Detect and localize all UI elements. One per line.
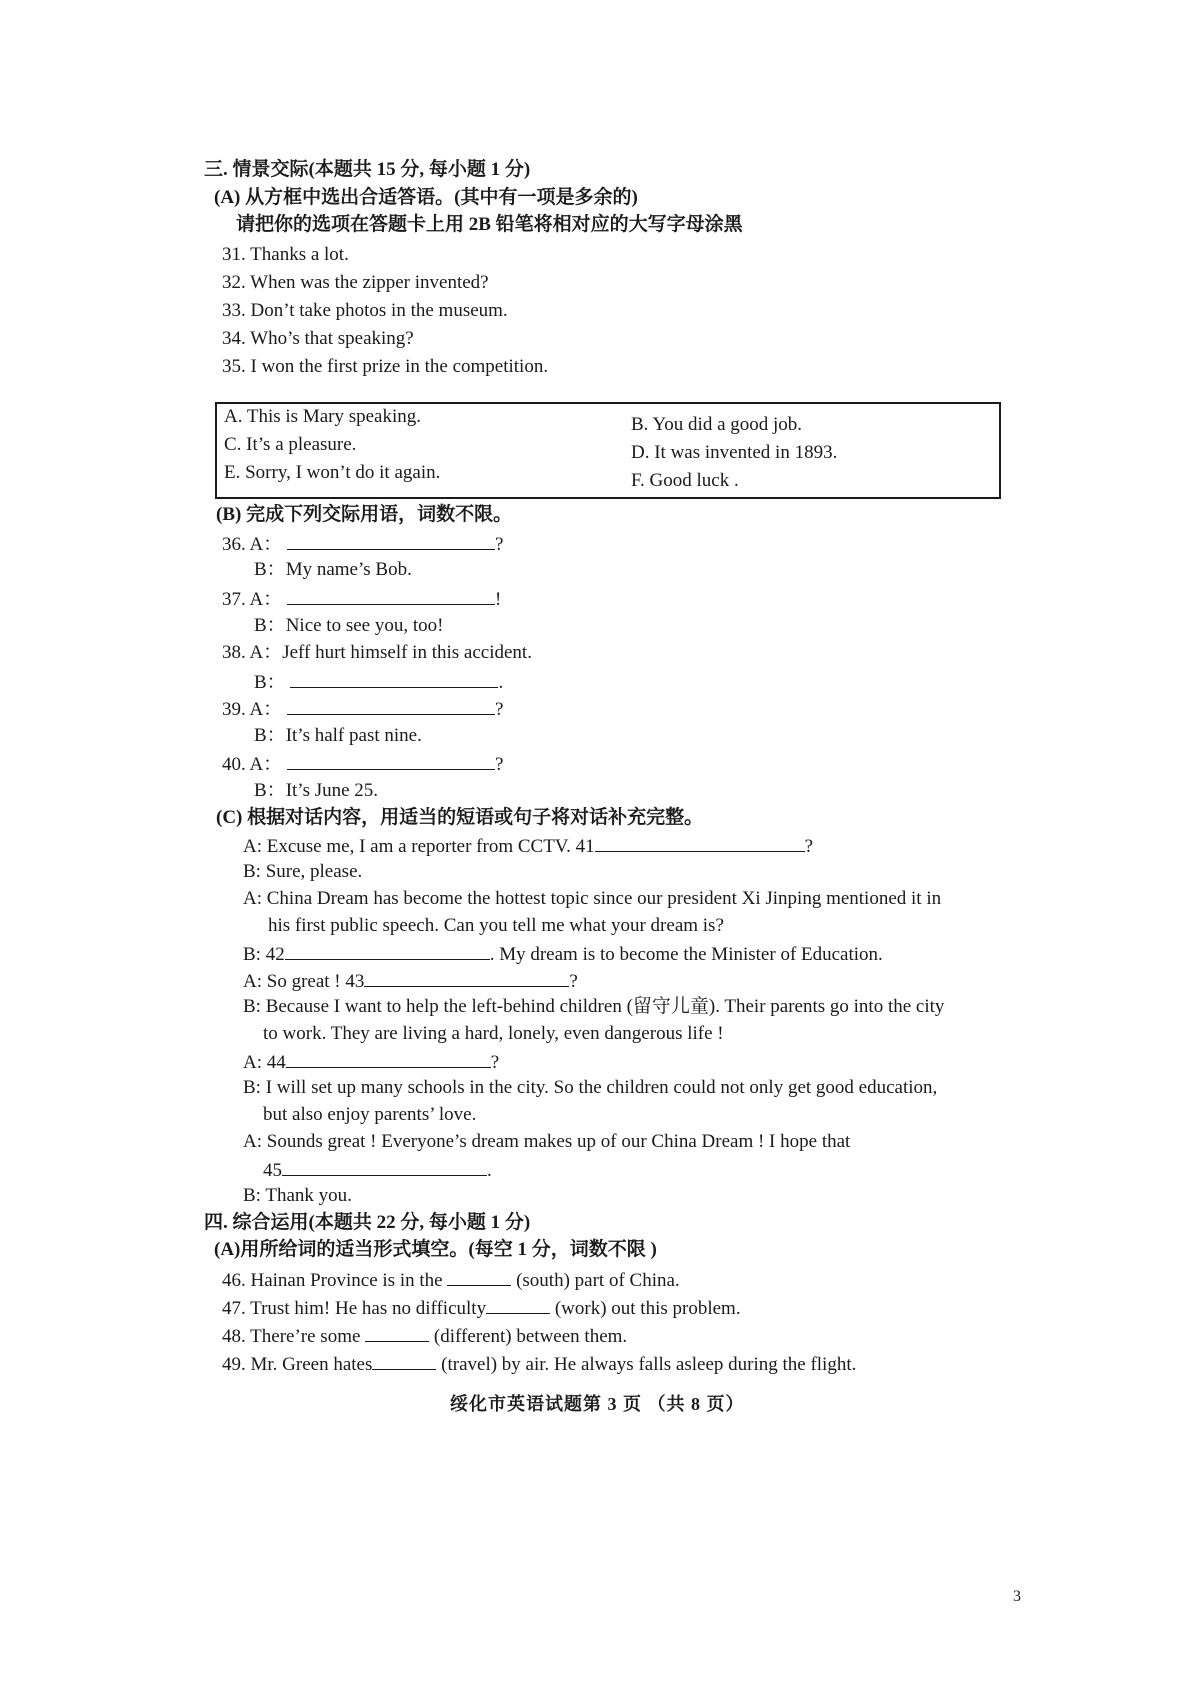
partB-heading: (B) 完成下列交际用语，词数不限。 (216, 504, 513, 525)
page-footer: 绥化市英语试题第 3 页 （共 8 页） (450, 1394, 745, 1414)
dialogue-text: . (487, 1160, 492, 1181)
dialog-37-a-prefix: 37. A： (222, 589, 283, 610)
dialogue-text: A: So great ! 43 (243, 971, 365, 992)
dialog-39-a-end: ? (494, 699, 504, 720)
dialog-39-a-prefix: 39. A： (222, 699, 283, 720)
dialog-37-a (222, 586, 501, 612)
dialogue-text: A: Excuse me, I am a reporter from CCTV. 41 (243, 836, 595, 857)
dialog-39-b-prefix: B： (254, 725, 286, 746)
dialogue-line-44 (243, 1049, 499, 1075)
dialog-40-b-prefix: B： (254, 780, 286, 801)
answer-blank-40[interactable] (287, 751, 495, 770)
answer-blank-42[interactable] (285, 941, 490, 960)
dialog-40-a (222, 751, 503, 777)
dialogue-line-42 (243, 941, 883, 967)
dialog-38-b-end: . (498, 672, 504, 693)
item-text: 48. There’re some (222, 1326, 361, 1347)
partC-heading: (C) 根据对话内容，用适当的短语或句子将对话补充完整。 (216, 807, 704, 828)
dialog-38-a-prefix: 38. A： (222, 642, 283, 663)
answer-blank-38[interactable] (290, 669, 498, 688)
fill-item-47 (222, 1295, 741, 1321)
dialogue-line-41 (243, 833, 813, 859)
dialogue-line: but also enjoy parents’ love. (263, 1104, 477, 1125)
item-text: (different) between them. (433, 1326, 628, 1347)
answer-blank-37[interactable] (287, 586, 495, 605)
question-34: 34. Who’s that speaking? (222, 328, 414, 349)
answer-blank-49[interactable] (372, 1351, 436, 1370)
answer-blank-45[interactable] (282, 1157, 487, 1176)
dialog-36-a (222, 531, 503, 557)
option-a: A. This is Mary speaking. (224, 406, 422, 427)
dialog-36-b-text: My name’s Bob. (285, 559, 412, 580)
dialog-40-b (254, 779, 378, 803)
section3-heading: 三. 情景交际(本题共 15 分, 每小题 1 分) (204, 159, 531, 180)
fill-item-46 (222, 1267, 680, 1293)
dialogue-line: B: Sure, please. (243, 861, 363, 882)
dialog-36-a-end: ? (494, 534, 504, 555)
dialog-36-b (254, 558, 412, 582)
dialog-37-b-prefix: B： (254, 615, 286, 636)
dialog-36-b-prefix: B： (254, 559, 286, 580)
answer-blank-36[interactable] (287, 531, 495, 550)
item-text: (work) out this problem. (554, 1298, 741, 1319)
option-b: B. You did a good job. (631, 414, 803, 435)
dialog-38-a (222, 641, 532, 665)
dialogue-line: B: Thank you. (243, 1185, 352, 1206)
answer-blank-46[interactable] (447, 1267, 511, 1286)
question-32: 32. When was the zipper invented? (222, 272, 489, 293)
answer-blank-48[interactable] (365, 1323, 429, 1342)
dialogue-line: A: China Dream has become the hottest topic since our president Xi Jinping mentioned it in (243, 888, 942, 909)
option-e: E. Sorry, I won’t do it again. (224, 462, 441, 483)
partA-heading: (A) 从方框中选出合适答语。(其中有一项是多余的) (214, 187, 638, 208)
dialog-38-b (254, 669, 503, 695)
dialogue-text: 45 (263, 1160, 282, 1181)
dialog-38-b-prefix: B： (254, 672, 286, 693)
dialog-39-b (254, 724, 422, 748)
dialogue-line: A: Sounds great ! Everyone’s dream makes up of our China Dream ! I hope that (243, 1131, 851, 1152)
question-35: 35. I won the first prize in the competition. (222, 356, 549, 377)
dialog-36-a-prefix: 36. A： (222, 534, 283, 555)
section4-heading: 四. 综合运用(本题共 22 分, 每小题 1 分) (204, 1212, 531, 1233)
dialogue-text: ? (569, 971, 578, 992)
dialog-40-a-prefix: 40. A： (222, 754, 283, 775)
dialogue-text: . My dream is to become the Minister of Education. (489, 944, 883, 965)
dialogue-text: ? (804, 836, 814, 857)
dialogue-text: A: 44 (243, 1052, 286, 1073)
dialog-39-b-text: It’s half past nine. (285, 725, 422, 746)
dialog-40-a-end: ? (494, 754, 504, 775)
fill-item-49 (222, 1351, 856, 1377)
fill-item-48 (222, 1323, 627, 1349)
dialogue-line-43 (243, 968, 578, 994)
answer-blank-44[interactable] (286, 1049, 491, 1068)
page-number: 3 (1013, 1588, 1021, 1605)
item-text: 46. Hainan Province is in the (222, 1270, 443, 1291)
dialogue-line-45 (263, 1157, 492, 1183)
dialog-37-a-end: ! (494, 589, 502, 610)
answer-blank-41[interactable] (595, 833, 805, 852)
dialogue-line: B: I will set up many schools in the city. So the children could not only get good education, (243, 1077, 938, 1098)
dialog-40-b-text: It’s June 25. (285, 780, 379, 801)
item-text: (south) part of China. (516, 1270, 680, 1291)
option-d: D. It was invented in 1893. (631, 442, 838, 463)
dialog-37-b-text: Nice to see you, too! (285, 615, 444, 636)
answer-blank-39[interactable] (287, 696, 495, 715)
item-text: (travel) by air. He always falls asleep during the flight. (441, 1354, 857, 1375)
question-31: 31. Thanks a lot. (222, 244, 349, 265)
option-c: C. It’s a pleasure. (224, 434, 357, 455)
item-text: 49. Mr. Green hates (222, 1354, 373, 1375)
partA-instruction: 请把你的选项在答题卡上用 2B 铅笔将相对应的大写字母涂黑 (236, 214, 743, 235)
dialogue-line: B: Because I want to help the left-behind children (留守儿童). Their parents go into the city (243, 996, 945, 1017)
option-f: F. Good luck . (631, 470, 739, 491)
dialogue-line: to work. They are living a hard, lonely, even dangerous life ! (263, 1023, 724, 1044)
dialogue-text: B: 42 (243, 944, 285, 965)
dialogue-line: his first public speech. Can you tell me what your dream is? (268, 915, 724, 936)
answer-blank-43[interactable] (364, 968, 569, 987)
question-33: 33. Don’t take photos in the museum. (222, 300, 508, 321)
dialog-37-b (254, 614, 443, 638)
dialog-38-a-text: Jeff hurt himself in this accident. (282, 642, 532, 663)
answer-blank-47[interactable] (486, 1295, 550, 1314)
item-text: 47. Trust him! He has no difficulty (222, 1298, 487, 1319)
section4-partA-heading: (A)用所给词的适当形式填空。(每空 1 分，词数不限 ) (214, 1239, 657, 1260)
dialog-39-a (222, 696, 503, 722)
dialogue-text: ? (490, 1052, 500, 1073)
